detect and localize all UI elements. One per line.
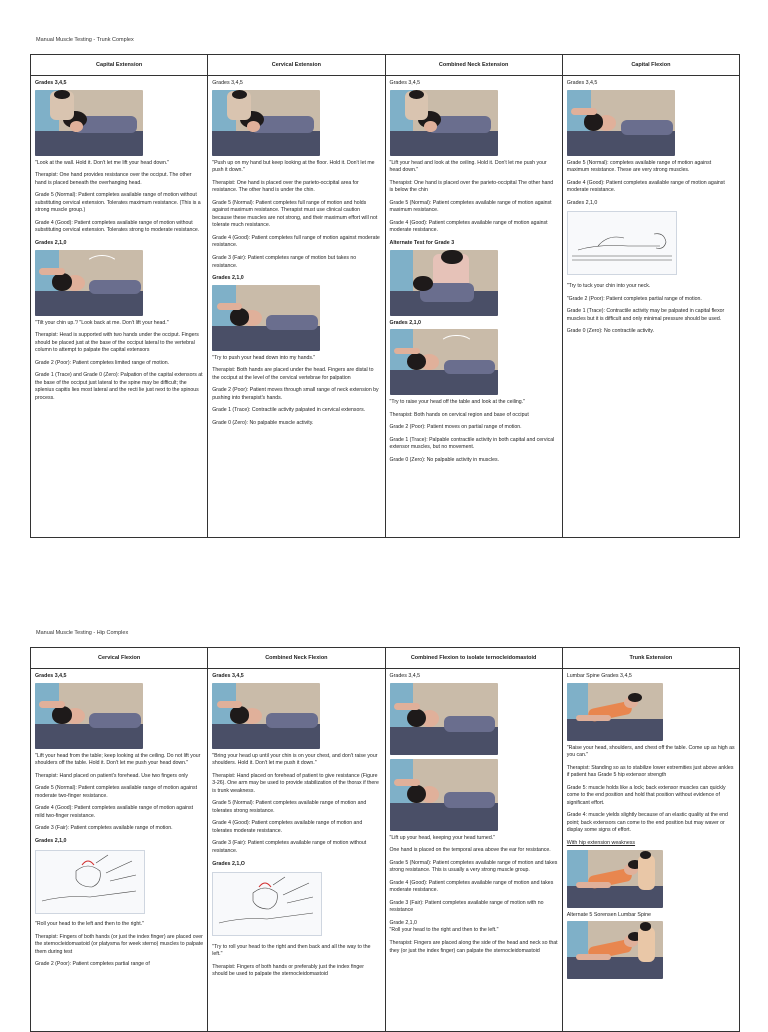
photo-seated-alternate (390, 250, 498, 316)
page2-col-0 (31, 669, 208, 1032)
instruction-text: Grade 2 (Poor): Patient moves through small range of neck extension by pushing into therapist's hands. (212, 387, 379, 401)
column-title: Combined Neck Flexion (208, 648, 385, 669)
page1-col-0 (31, 76, 208, 538)
page2-table (30, 647, 740, 1032)
instruction-text: "Bring your head up until your chin is on your chest, and don't raise your shoulders. Hold it. Don't let me push it down." (212, 752, 378, 767)
instruction-text: Therapist: Fingers of both hands (or just the index finger) are placed over the sternocleidomastoid (or platysma for week sterno) muscles to palpate them during test (35, 933, 204, 955)
instruction-text: Grade 2 (Poor): Patient moves on partial range of motion. (389, 424, 522, 431)
page2-col-2 (385, 669, 562, 1032)
grade-heading: Alternate Test for Grade 3 (389, 239, 455, 246)
photo-supine-head-lift (35, 683, 143, 749)
grade-heading: Grades 2,1,0 (389, 319, 422, 326)
instruction-text: Grade 5 (Normal): Patient completes available range of motion and tolerates strong resistance. (212, 800, 367, 814)
page1-col-1 (208, 76, 385, 538)
grade-heading: Grades 3,4,5 (35, 673, 67, 679)
grade-heading: Grades 3,4,5 (566, 80, 598, 86)
instruction-text: Therapist: One hand is placed over the parieto-occipital The other hand is below the chin (389, 179, 554, 194)
instruction-text: Grade 5: muscle holds like a lock; back extensor muscles can quickly come to the end position and hold that position without evidence of significant effort. (566, 784, 726, 806)
instruction-text: Grade 5 (Normal): Patient completes available range of motion against maximum resistance. (389, 199, 552, 214)
photo-prone-head-resisted (390, 90, 498, 156)
photo-supine-head-push (212, 285, 320, 351)
page2-header: Manual Muscle Testing - Hip Complex (36, 630, 129, 636)
instruction-text: Grade 0 (Zero): No palpable muscle activity. (212, 419, 314, 426)
instruction-text: Grade 2 (Poor): Patient completes partial range of (35, 961, 150, 968)
instruction-text: Grade 3 (Fair): Patient completes available range of motion without resistance. (212, 840, 367, 854)
instruction-text: Therapist: Hand placed on forehead of patient to give resistance (Figure 3-26). One arm may be used to provide stabilization of the thorax if there is trunk weakness. (212, 772, 379, 794)
instruction-text: Grade 0 (Zero): No contractile activity. (566, 328, 655, 335)
page1-table (30, 54, 740, 538)
photo-prone-trunk-extension-assist (567, 921, 663, 979)
photo-supine-head-turned-close (390, 759, 498, 831)
instruction-text: Grade 3 (Fair): Patient completes range of motion but takes no resistance. (212, 254, 357, 269)
instruction-text: Therapist: One hand is placed over the parieto-occipital area for resistance. The other hand is under the chin. (212, 179, 359, 194)
page2-header-row (31, 648, 740, 669)
grade-heading: Alternate 5 Sorensen Lumbar Spine (566, 911, 651, 918)
instruction-text: Grade 3 (Fair): Patient completes available range of motion with no resistance (389, 899, 544, 914)
instruction-text: "Push up on my hand but keep looking at the floor. Hold it. Don't let me push it down." (212, 159, 375, 174)
instruction-text: Grade 4 (Good): Patient completes available range of motion without substituting cervical extension. Tolerates strong to moderate resistance. (35, 219, 200, 234)
column-title: Combined Neck Extension (385, 55, 562, 76)
instruction-text: Grade 4 (Good): Patient completes available range of motion against moderate resistance. (389, 219, 548, 234)
photo-prone-head-resisted (212, 90, 320, 156)
page1-header: Manual Muscle Testing - Trunk Complex (36, 37, 134, 43)
instruction-text: Grade 4 (Good): Patient completes available range of motion and takes moderate resistance. (389, 879, 554, 894)
grade-heading: Lumbar Spine Grades 3,4,5 (566, 673, 632, 679)
instruction-text: Therapist: Fingers are placed along the side of the head and neck so that they (or just the index finger) can palpate the sternocleidomastoid (389, 939, 558, 954)
column-title: Trunk Extension (562, 648, 739, 669)
photo-supine-head-turned (390, 683, 498, 755)
instruction-text: "Lift your head and look at the ceiling. Hold it. Don't let me push your head down." (389, 159, 547, 174)
grade-heading: With hip extension weakness (566, 839, 636, 846)
sketch-line-drawing-rotation (212, 872, 322, 936)
column-title: Capital Flexion (562, 55, 739, 76)
instruction-text: Therapist: Both hands on cervical region and base of occiput (389, 411, 529, 418)
photo-supine-chin-tuck (567, 90, 675, 156)
instruction-text: "Look at the wall. Hold it. Don't let me lift your head down." (35, 159, 170, 166)
instruction-text: Grade 5 (Normal): Patient completes available range of motion against moderate two-finger resistance. (35, 785, 198, 799)
instruction-text: Grade 1 (Trace): Contractile activity may be palpated in capital flexor muscles but it is difficult and only minimal pressure should be used. (566, 308, 725, 322)
column-title: Combined Flexion to isolate ternocleidomastoid (385, 648, 562, 669)
grade-heading: Grades 3,4,5 (389, 80, 421, 86)
grade-heading: Grades 3,4,5 (35, 80, 67, 86)
instruction-text: Therapist: One hand provides resistance over the occiput. The other hand is placed beneath the overhanging head. (35, 172, 192, 186)
instruction-text: Grade 4 (Good): Patient completes available range of motion and tolerates moderate resistance. (212, 820, 363, 834)
page1-header-row (31, 55, 740, 76)
instruction-text: Grade 0 (Zero): No palpable activity in muscles. (389, 456, 500, 463)
grade-heading: Grades 2,1,0 (35, 239, 67, 246)
instruction-text: "Tilt your chin up."/ "Look back at me. Don't lift your head." (35, 319, 169, 326)
column-title: Cervical Extension (208, 55, 385, 76)
photo-prone-trunk-extension-assist (567, 850, 663, 908)
instruction-text: One hand is placed on the temporal area above the ear for resistance. (389, 847, 551, 854)
column-title: Capital Extension (31, 55, 208, 76)
photo-supine-head-lift (212, 683, 320, 749)
grade-heading: Grades 2,1,0 (566, 199, 598, 206)
instruction-text: Grade 1 (Trace): Palpable contractile activity in both capital and cervical extensor muscles, but no movement. (389, 436, 555, 451)
grade-heading: Grades 2,1,0 (212, 275, 244, 282)
instruction-text: "Roll your head to the left and then to the right." (35, 921, 144, 928)
photo-supine-head-raise (390, 329, 498, 395)
page2-col-3 (562, 669, 739, 1032)
sketch-line-drawing-supine (567, 211, 677, 275)
instruction-text: Therapist: Both hands are placed under the head. Fingers are distal to the occiput at the level of the cervical vertebrae for palpation (212, 367, 374, 381)
column-title: Cervical Flexion (31, 648, 208, 669)
photo-prone-trunk-extension (567, 683, 663, 741)
instruction-text: Grade 4 (Good): Patient completes full range of motion against moderate resistance. (212, 234, 380, 249)
grade-heading: Grades 2,1,O (212, 860, 245, 867)
page2-col-1 (208, 669, 385, 1032)
instruction-text: Therapist: Fingers of both hands or preferably just the index finger should be used to palpate the sternocleidomastoid (212, 963, 364, 978)
instruction-text: Grade 2,1,0 "Roll your head to the right and then to the left." (389, 919, 499, 934)
instruction-text: "Grade 2 (Poor): Patient completes partial range of motion. (566, 295, 702, 302)
instruction-text: Grade 4 (Good): Patient completes available range of motion against mild two-finger resistance. (35, 805, 194, 819)
instruction-text: Grade 1 (Trace) and Grade 0 (Zero): Palpation of the capital extensors at the base of the occiput just lateral to the spine may be difficult; the splenius capitis lies most lateral and the recti lie just next to the spinous process. (35, 372, 203, 401)
grade-heading: Grades 3,4,5 (212, 673, 244, 679)
sketch-line-drawing-rotation (35, 850, 145, 914)
instruction-text: Grade 4: muscle yields slightly because of an elastic quality at the end point; back extensors can come to the end position but may waver or display some signs of effort. (566, 812, 728, 834)
grade-heading: Grades 2,1,0 (35, 837, 67, 844)
instruction-text: Grade 3 (Fair): Patient completes available range of motion. (35, 825, 173, 832)
instruction-text: "Try to push your head down into my hands." (212, 354, 316, 361)
instruction-text: "Try to raise your head off the table and look at the ceiling." (389, 399, 525, 406)
instruction-text: Therapist: Head is supported with two hands under the occiput. Fingers should be placed just at the base of the occiput lateral to the vertebral column to attempt to palpate the capital extensors (35, 332, 199, 354)
instruction-text: "Lift up your head, keeping your head turned." (389, 834, 495, 841)
instruction-text: Grade 5 (Normal): Patient completes available range of motion without substituting cervical extension. Tolerates maximum resistance. (This is a strong muscle group.) (35, 192, 201, 214)
page1-col-3 (562, 76, 739, 538)
instruction-text: Grade 5 (Normal): Patient completes full range of motion and holds against maximum resistance. Therapist must use clinical caution because these muscles are not strong, and their maximum effort will not tolerate much resistance. (212, 199, 378, 229)
instruction-text: Grade 5 (Normal): completes available range of motion against maximum resistance. These are very strong muscles. (566, 159, 712, 174)
instruction-text: "Try to tuck your chin into your neck. (566, 283, 651, 289)
instruction-text: "Lift your head from the table; keep looking at the ceiling. Do not lift your shoulders off the table. Hold it. Don't let me push your head down." (35, 752, 201, 767)
instruction-text: Grade 5 (Normal): Patient completes available range of motion and takes strong resistance. This is usually a very strong muscle group. (389, 859, 558, 874)
instruction-text: Grade 2 (Poor): Patient completes limited range of motion. (35, 359, 170, 366)
grade-heading: Grades 3,4,5 (212, 80, 243, 86)
instruction-text: Grade 4 (Good): Patient completes available range of motion against moderate resistance. (566, 179, 725, 194)
instruction-text: Therapist: Standing so as to stabilize lower extremities just above ankles if patient has Grade 5 hip extensor strength (566, 764, 734, 779)
page1-col-2 (385, 76, 562, 538)
instruction-text: Therapist: Hand placed on patient's forehead. Use two fingers only (35, 772, 188, 779)
instruction-text: Grade 1 (Trace): Contractile activity palpated in cervical extensors. (212, 407, 366, 414)
instruction-text: "Try to roll your head to the right and then back and all the way to the left." (212, 943, 371, 958)
instruction-text: "Raise your head, shoulders, and chest off the table. Come up as high as you can." (566, 744, 735, 759)
photo-prone-head-resisted (35, 90, 143, 156)
photo-supine-head-tilt (35, 250, 143, 316)
grade-heading: Grades 3,4,5 (389, 673, 421, 679)
